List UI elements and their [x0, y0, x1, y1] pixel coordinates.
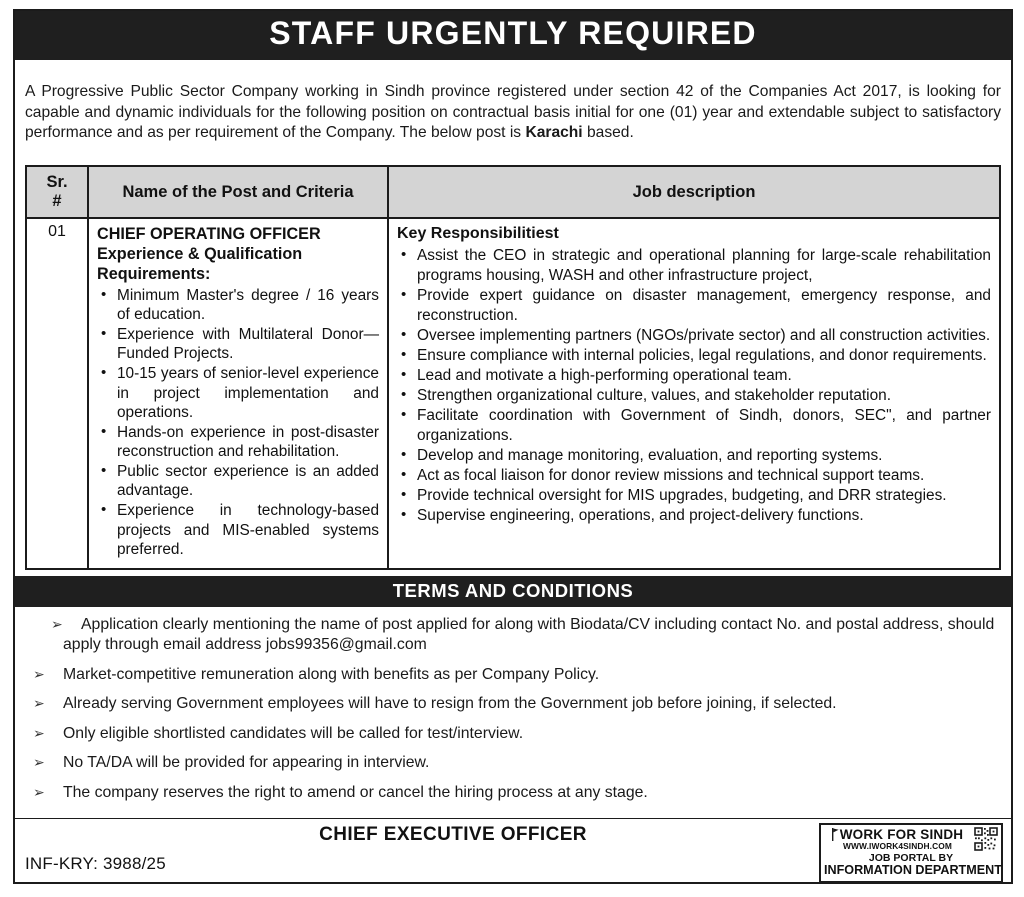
- list-item: • Ensure compliance with internal policies, legal regulations, and donor requirements.: [397, 346, 991, 366]
- badge-left-block: [824, 828, 971, 851]
- cell-serial-number: 01: [26, 218, 88, 568]
- badge-subtitle-2: INFORMATION DEPARTMENT: [824, 863, 1002, 878]
- list-item: • Strengthen organizational culture, values, and stakeholder reputation.: [397, 386, 991, 406]
- list-item: • Supervise engineering, operations, and project-delivery functions.: [397, 506, 991, 526]
- list-item: • Public sector experience is an added advantage.: [97, 462, 379, 501]
- work-for-sindh-badge[interactable]: [819, 823, 1003, 883]
- column-header-sr-line2: #: [52, 192, 62, 211]
- job-table-head: [26, 166, 1000, 218]
- qr-code-icon: [974, 827, 998, 851]
- post-title: CHIEF OPERATING OFFICER: [97, 225, 321, 244]
- badge-url: WWW.IWORK4SINDH.COM: [843, 840, 952, 851]
- cell-job-description: [388, 218, 1000, 568]
- intro-tail: based.: [582, 124, 634, 142]
- badge-main-text: WORK FOR SINDH: [839, 826, 964, 842]
- list-item: ➢ Already serving Government employees will have to resign from the Government job before joining, if selected.: [27, 694, 999, 715]
- responsibilities-heading: Key Responsibilitiest: [397, 225, 559, 243]
- list-item: ➢ Only eligible shortlisted candidates will be called for test/interview.: [27, 724, 999, 745]
- list-item: • 10-15 years of senior-level experience in project implementation and operations.: [97, 364, 379, 423]
- job-table: [25, 165, 1001, 569]
- badge-title-row: [824, 828, 971, 842]
- terms-list: [15, 607, 1011, 819]
- column-header-post: Name of the Post and Criteria: [88, 166, 388, 218]
- badge-top-row: [824, 827, 998, 851]
- table-header-row: [26, 166, 1000, 218]
- headline-banner: [15, 11, 1011, 60]
- post-criteria-subtitle: Experience & Qualification: [97, 245, 303, 264]
- list-item: • Experience in technology-based projects and MIS-enabled systems preferred.: [97, 501, 379, 560]
- list-item: • Oversee implementing partners (NGOs/private sector) and all construction activities.: [397, 326, 991, 346]
- list-item: • Hands-on experience in post-disaster reconstruction and rehabilitation.: [97, 423, 379, 462]
- list-item: • Experience with Multilateral Donor—Funded Projects.: [97, 325, 379, 364]
- list-item: ➢ No TA/DA will be provided for appearing in interview.: [27, 753, 999, 774]
- page-title: STAFF URGENTLY REQUIRED: [269, 15, 757, 51]
- list-item: ➢ The company reserves the right to amend or cancel the hiring process at any stage.: [27, 783, 999, 804]
- intro-location: Karachi: [525, 124, 583, 142]
- criteria-list: [97, 286, 379, 560]
- terms-banner: [15, 576, 1011, 607]
- list-item: • Develop and manage monitoring, evaluation, and reporting systems.: [397, 446, 991, 466]
- list-item: ➢ Market-competitive remuneration along with benefits as per Company Policy.: [27, 665, 999, 686]
- column-header-sr-line1: Sr.: [46, 173, 68, 192]
- column-header-sr: [26, 166, 88, 218]
- signatory-line: CHIEF EXECUTIVE OFFICER: [319, 824, 587, 846]
- list-item: • Facilitate coordination with Government of Sindh, donors, SEC", and partner organizations.: [397, 406, 991, 446]
- reference-number: INF-KRY: 3988/25: [25, 854, 166, 874]
- column-header-description: Job description: [388, 166, 1000, 218]
- list-item: • Act as focal liaison for donor review missions and technical support teams.: [397, 466, 991, 486]
- list-item: • Lead and motivate a high-performing operational team.: [397, 366, 991, 386]
- responsibilities-list: [397, 246, 991, 526]
- list-item: ➢ Application clearly mentioning the name of post applied for along with Biodata/CV including contact No. and postal address, should apply through email address jobs99356@gmail.com: [27, 615, 999, 656]
- advertisement-frame: [13, 9, 1013, 884]
- footer: [15, 818, 1011, 882]
- post-criteria-subtitle-2: Requirements:: [97, 265, 211, 283]
- terms-heading: TERMS AND CONDITIONS: [392, 579, 634, 601]
- intro-text: A Progressive Public Sector Company working in Sindh province registered under section 42 of the Companies Act 2017, is looking for capable and dynamic individuals for the following position on contractual basis initial for one (01) year and extendable subject to satisfactory performance and as per requirement of the Company. The below post is: [25, 83, 1001, 142]
- cell-post-criteria: [88, 218, 388, 568]
- job-table-body: [26, 218, 1000, 568]
- list-item: • Assist the CEO in strategic and operational planning for large-scale rehabilitation programs housing, WASH and other infrastructure project,: [397, 246, 991, 286]
- list-item: • Provide expert guidance on disaster management, emergency response, and reconstruction.: [397, 286, 991, 326]
- list-item: • Provide technical oversight for MIS upgrades, budgeting, and DRR strategies.: [397, 486, 991, 506]
- list-item: • Minimum Master's degree / 16 years of education.: [97, 286, 379, 325]
- flag-icon: [832, 828, 839, 841]
- badge-subtitle-1: JOB PORTAL BY: [868, 852, 954, 865]
- intro-paragraph: [15, 75, 1011, 150]
- table-row: [26, 218, 1000, 568]
